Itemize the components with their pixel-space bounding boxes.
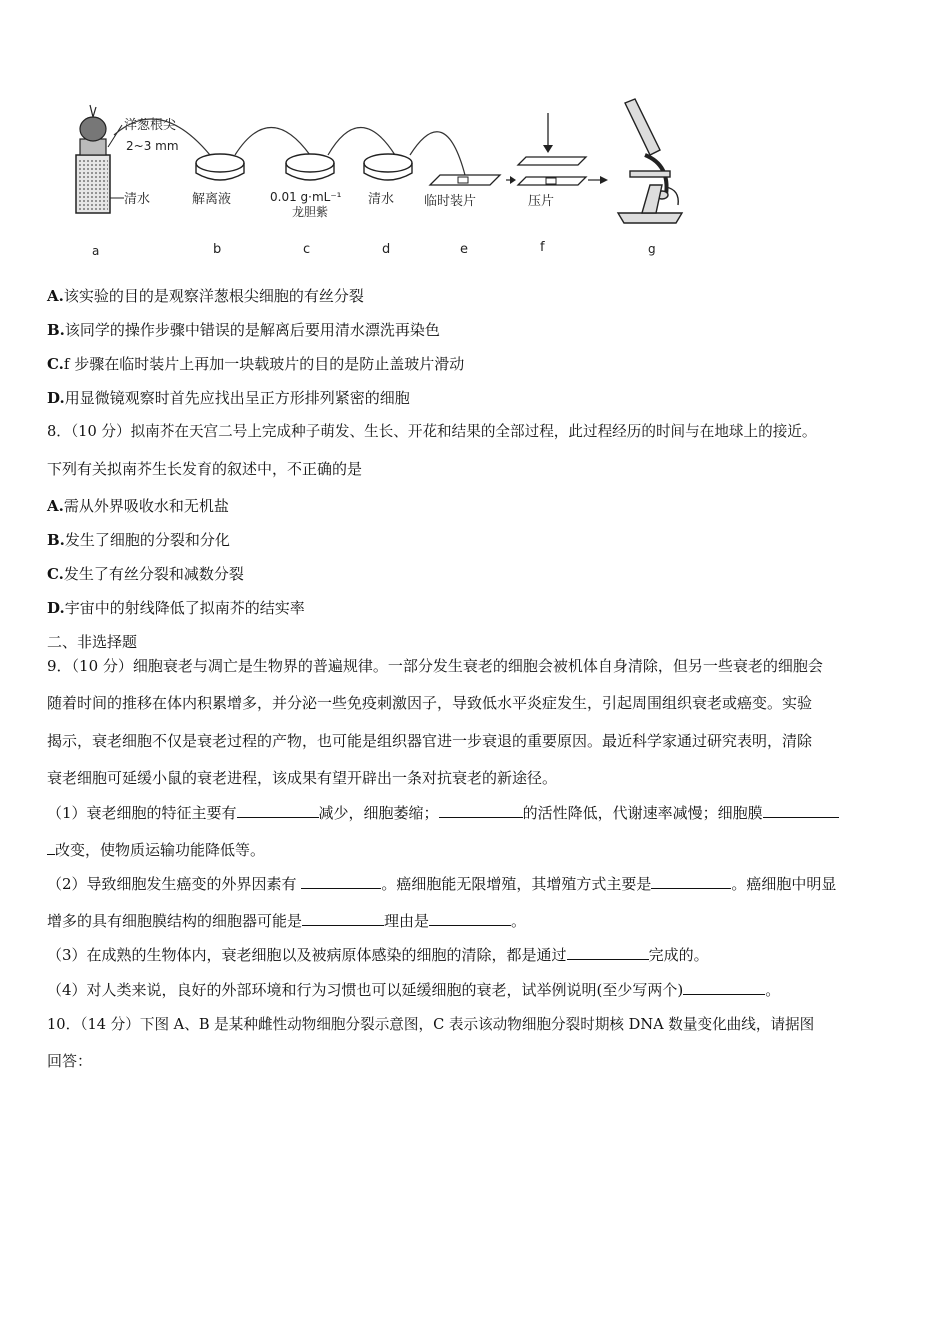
step-b-label: 解离液 (192, 192, 232, 207)
q8-stem-line-2: 下列有关拟南芥生长发育的叙述中，不正确的是 (47, 460, 363, 478)
q9-part-4-text: （4）对人类来说，良好的外部环境和行为习惯也可以延缓细胞的衰老，试举例说明(至少写两个) (47, 981, 684, 999)
letter-g: g (648, 242, 656, 256)
option-key: A. (47, 287, 64, 305)
q9-part-1 (47, 803, 839, 823)
rinse-dish-icon (364, 154, 412, 180)
option-key: A. (47, 497, 64, 515)
letter-b: b (213, 242, 222, 257)
answer-blank[interactable] (567, 945, 649, 960)
q9-part-2-text: 理由是 (384, 912, 430, 930)
option-key: D. (47, 389, 65, 407)
letter-e: e (460, 242, 468, 257)
letter-c: c (303, 242, 311, 257)
option-text: 用显微镜观察时首先应找出呈正方形排列紧密的细胞 (64, 389, 410, 407)
q9-line-1: 9．（10 分）细胞衰老与凋亡是生物界的普遍规律。一部分发生衰老的细胞会被机体自身清除，但另一些衰老的细胞会 (47, 657, 823, 675)
answer-blank[interactable] (683, 980, 765, 995)
q7-option-b (47, 320, 440, 340)
step-c-label: 0.01 g·mL⁻¹ (270, 190, 342, 204)
q9-part-3 (47, 945, 709, 965)
stain-dish-icon (286, 154, 334, 180)
option-text: 该同学的操作步骤中错误的是解离后要用清水漂洗再染色 (64, 321, 440, 339)
q9-part-1-text: 的活性降低，代谢速率减慢；细胞膜 (522, 804, 763, 822)
letter-a: a (92, 244, 100, 258)
experiment-figure (70, 95, 710, 265)
option-text: 发生了有丝分裂和减数分裂 (63, 565, 244, 583)
letter-d: d (382, 242, 391, 257)
q9-line-2: 随着时间的推移在体内积累增多，并分泌一些免疫刺激因子，导致低水平炎症发生，引起周围组织衰老或癌变。实验 (47, 694, 813, 712)
q9-part-3-text: 完成的。 (648, 946, 709, 964)
option-key: C. (47, 355, 64, 373)
answer-blank[interactable] (439, 803, 523, 818)
answer-blank[interactable] (237, 803, 319, 818)
q8-stem-line-1: 8．（10 分）拟南芥在天宫二号上完成种子萌发、生长、开花和结果的全部过程，此过程经历的时间与在地球上的接近。 (47, 423, 817, 440)
option-key: B. (47, 321, 65, 339)
q9-line-4: 衰老细胞可延缓小鼠的衰老进程，该成果有望开辟出一条对抗衰老的新途径。 (47, 769, 558, 787)
answer-blank[interactable] (47, 840, 55, 855)
option-text: 需从外界吸收水和无机盐 (63, 497, 229, 515)
q9-part-2 (47, 874, 836, 894)
answer-blank[interactable] (301, 874, 381, 889)
option-text: 该实验的目的是观察洋葱根尖细胞的有丝分裂 (63, 287, 364, 305)
q9-part-2-text: 。癌细胞能无限增殖，其增殖方式主要是 (381, 875, 652, 893)
q7-option-c (47, 354, 464, 374)
option-text: 宇宙中的射线降低了拟南芥的结实率 (64, 599, 305, 617)
option-text: f 步骤在临时装片上再加一块载玻片的目的是防止盖玻片滑动 (63, 355, 465, 373)
answer-blank[interactable] (429, 911, 511, 926)
q9-line-3: 揭示，衰老细胞不仅是衰老过程的产物，也可能是组织器官进一步衰退的重要原因。最近科学家通过研究表明，清除 (47, 732, 813, 750)
letter-f: f (540, 240, 545, 255)
dissociation-dish-icon (196, 154, 244, 180)
step-e-label: 临时装片 (424, 194, 477, 209)
q9-part-4 (47, 980, 780, 1000)
q9-part-3-text: （3）在成熟的生物体内，衰老细胞以及被病原体感染的细胞的清除，都是通过 (47, 946, 567, 964)
answer-blank[interactable] (651, 874, 731, 889)
q9-part-2-cont (47, 911, 526, 931)
option-key: D. (47, 599, 65, 617)
q9-part-4-text: 。 (765, 981, 781, 999)
stain-label: 龙胆紫 (292, 205, 329, 219)
onion-bottle-icon (76, 105, 110, 213)
answer-blank[interactable] (302, 911, 384, 926)
microscope-icon (618, 99, 682, 223)
option-key: B. (47, 531, 65, 549)
q10-line-1: 10．（14 分）下图 A、B 是某种雌性动物细胞分裂示意图，C 表示该动物细胞分裂时期核 DNA 数量变化曲线，请据图 (47, 1016, 815, 1033)
length-label: 2~3 mm (126, 139, 179, 153)
water-label: 清水 (124, 192, 151, 207)
answer-blank[interactable] (763, 803, 839, 818)
q7-option-d (47, 388, 410, 408)
option-key: C. (47, 565, 64, 583)
q8-option-a (47, 496, 229, 516)
temporary-slide-icon (430, 175, 500, 185)
section-heading: 二、非选择题 (47, 633, 138, 651)
q9-part-1-text: 改变，使物质运输功能降低等。 (55, 841, 266, 859)
q8-option-b (47, 530, 230, 550)
q9-part-2-text: 。 (511, 912, 527, 930)
q9-part-2-text: 。癌细胞中明显 (731, 875, 837, 893)
q7-option-a (47, 286, 364, 306)
q8-option-c (47, 564, 244, 584)
step-f-label: 压片 (528, 194, 555, 209)
q8-option-d (47, 598, 305, 618)
option-text: 发生了细胞的分裂和分化 (64, 531, 230, 549)
q9-part-1-cont (47, 840, 265, 860)
q9-part-2-text: 增多的具有细胞膜结构的细胞器可能是 (47, 912, 303, 930)
q9-part-1-text: （1）衰老细胞的特征主要有 (47, 804, 237, 822)
q9-part-1-text: 减少，细胞萎缩； (318, 804, 439, 822)
onion-label: 洋葱根尖 (124, 118, 177, 133)
q10-line-2: 回答： (47, 1052, 93, 1070)
pressing-slide-icon (518, 157, 586, 185)
q9-part-2-text: （2）导致细胞发生癌变的外界因素有 (47, 875, 297, 893)
step-d-label: 清水 (368, 192, 395, 207)
